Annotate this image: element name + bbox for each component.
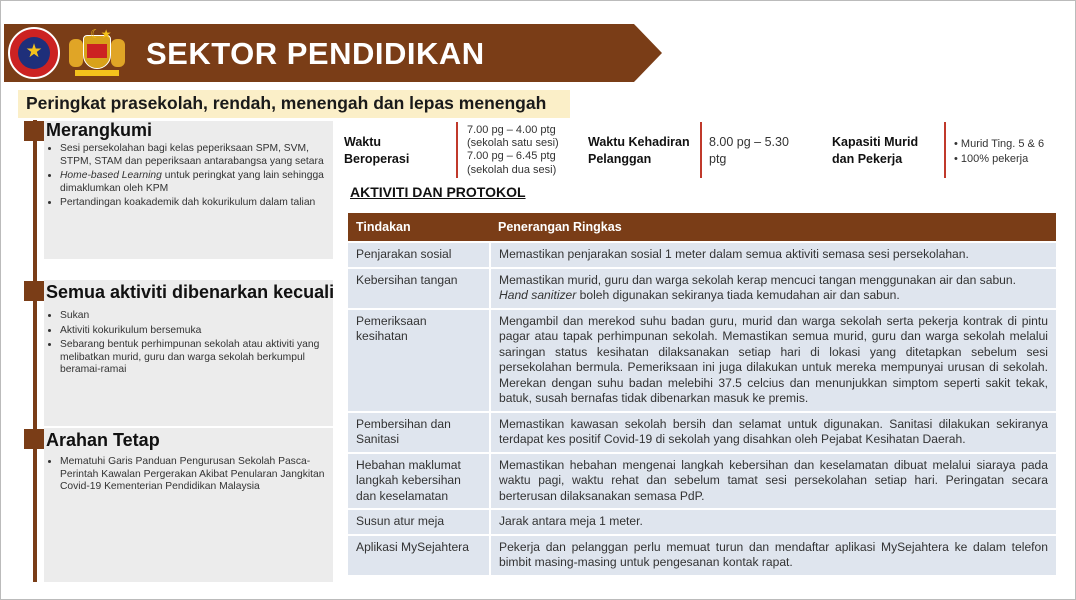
dibenarkan-list [46,310,326,379]
label-line: Pelanggan [588,152,652,166]
column-header-penerangan: Penerangan Ringkas [490,213,1056,242]
value-line: 7.00 pg – 4.00 ptg [467,124,556,136]
penerangan-cell: Memastikan kawasan sekolah bersih dan selamat untuk digunakan. Sanitasi dilakukan sekiranya terdapat kes positif Covid-19 di sekolah yang disahkan oleh Pejabat Kesihatan Daerah. [490,412,1056,453]
list-text: Murid Ting. 5 & 6 [960,138,1045,150]
hbl-text: untuk peringkat yang lain sehingga dimaklumkan oleh KPM [60,170,324,194]
list-item: • Pertandingan koakademik dah kokurikulum dalam talian [60,197,326,210]
tindakan-cell: Pemeriksaan kesihatan [348,309,490,412]
dibenarkan-title: Semua aktiviti dibenarkan kecuali [46,282,335,302]
list-item: • 100% pekerja [954,153,1029,165]
penerangan-cell: Memastikan penjarakan sosial 1 meter dalam semua aktiviti semasa sesi persekolahan. [490,242,1056,268]
penerangan-cell: Pekerja dan pelanggan perlu memuat turun dan mendaftar aplikasi MySejahtera ke dalam telefon bimbit masing-masing untuk pengesanan kontak rapat. [490,535,1056,575]
list-item: • Sukan [60,310,326,323]
page-title: SEKTOR PENDIDIKAN [146,36,485,71]
value-line: (sekolah satu sesi) [467,137,559,150]
banner-arrow [634,24,662,82]
table-row [348,412,1056,453]
table-row [348,309,1056,412]
kapasiti-label [832,134,918,168]
penerangan-cell: Memastikan hebahan mengenai langkah kebersihan dan keselamatan dibuat melalui siaraya pada waktu pagi, waktu rehat dan sebelum tamat sesi persekolahan setiap hari. Peringatan secara berterusan dilaksanakan semasa PdP. [490,453,1056,510]
table-row [348,535,1056,575]
tindakan-cell: Susun atur meja [348,509,490,535]
divider [944,122,946,178]
label-line: Waktu [344,135,382,149]
table-row [348,453,1056,510]
kapasiti-list [954,137,1044,167]
penerangan-cell [490,268,1056,309]
arahan-title: Arahan Tetap [46,430,160,450]
penerangan-cell: Mengambil dan merekod suhu badan guru, murid dan warga sekolah serta pekerja kontrak di pintu pagar atau tapak perhimpunan sekolah. Memastikan semua murid, guru dan warga sekolah melalui saringan status kesihatan dilaksanakan setiap hari di lokasi yang ditetapkan sebelum sesi persekolahan bermula. Pemeriksaan ini juga dilakukan untuk mereka mempunyai urusan di sekolah. Merekan dengan suhu badan melebihi 37.5 celcius dan menunjukkan simptom seperti sakit tekak, batuk, susah bernafas tidak dibenarkan masuk ke premis. [490,309,1056,412]
arahan-list [46,456,330,496]
label-line: Beroperasi [344,152,410,166]
malaysia-coat-of-arms-logo: ☾★ [63,27,131,79]
divider [700,122,702,178]
list-item: • Murid Ting. 5 & 6 [954,138,1045,150]
list-text: 100% pekerja [960,153,1029,165]
divider [456,122,458,178]
merangkumi-marker [24,121,44,141]
table-row [348,268,1056,309]
aktiviti-title: AKTIVITI DAN PROTOKOL [350,184,526,200]
value-line: ptg [709,152,727,166]
label-line: dan Pekerja [832,152,903,166]
tindakan-cell: Kebersihan tangan [348,268,490,309]
hbl-term: Home-based Learning [60,170,162,182]
waktu-beroperasi-value [467,124,559,177]
value-line: 8.00 pg – 5.30 [709,135,789,149]
arahan-marker [24,429,44,449]
list-item [60,170,326,195]
label-line: Kapasiti Murid [832,135,919,149]
table-row [348,242,1056,268]
label-line: Waktu Kehadiran [588,135,690,149]
list-item: • Mematuhi Garis Panduan Pengurusan Sekolah Pasca-Perintah Kawalan Pergerakan Akibat Penularan Jangkitan Covid-19 Kementerian Pendidikan Malaysia [60,456,330,494]
cell-text: Memastikan murid, guru dan warga sekolah kerap mencuci tangan menggunakan air dan sabun. [499,272,1016,287]
arahan-panel [44,428,333,582]
merangkumi-title: Merangkumi [46,120,153,140]
tindakan-cell: Hebahan maklumat langkah kebersihan dan keselamatan [348,453,490,510]
list-item: • Sesi persekolahan bagi kelas peperiksaan SPM, SVM, STPM, STAM dan peperiksaan antarabangsa yang setara [60,143,326,168]
page-subtitle: Peringkat prasekolah, rendah, menengah dan lepas menengah [26,93,547,113]
tindakan-cell: Penjarakan sosial [348,242,490,268]
waktu-kehadiran-label [588,134,690,168]
table-header-row [348,213,1056,242]
table-row [348,509,1056,535]
protocol-table [348,213,1056,575]
tindakan-cell: Aplikasi MySejahtera [348,535,490,575]
cell-text: boleh digunakan sekiranya tiada kemudahan air dan sabun. [576,288,900,302]
column-header-tindakan: Tindakan [348,213,490,242]
nsc-logo: ★ [8,27,60,79]
cell-term: Hand sanitizer [499,288,577,302]
list-item: • Aktiviti kokurikulum bersemuka [60,325,326,338]
waktu-beroperasi-label [344,134,409,168]
waktu-kehadiran-value [709,134,789,168]
dibenarkan-marker [24,281,44,301]
penerangan-cell: Jarak antara meja 1 meter. [490,509,1056,535]
merangkumi-list [46,143,326,212]
timeline-line [33,120,37,582]
tindakan-cell: Pembersihan dan Sanitasi [348,412,490,453]
value-line: 7.00 pg – 6.45 ptg [467,150,556,163]
value-line: (sekolah dua sesi) [467,163,557,176]
list-item: • Sebarang bentuk perhimpunan sekolah atau aktiviti yang melibatkan murid, guru dan warga sekolah berkumpul beramai-ramai [60,339,326,377]
